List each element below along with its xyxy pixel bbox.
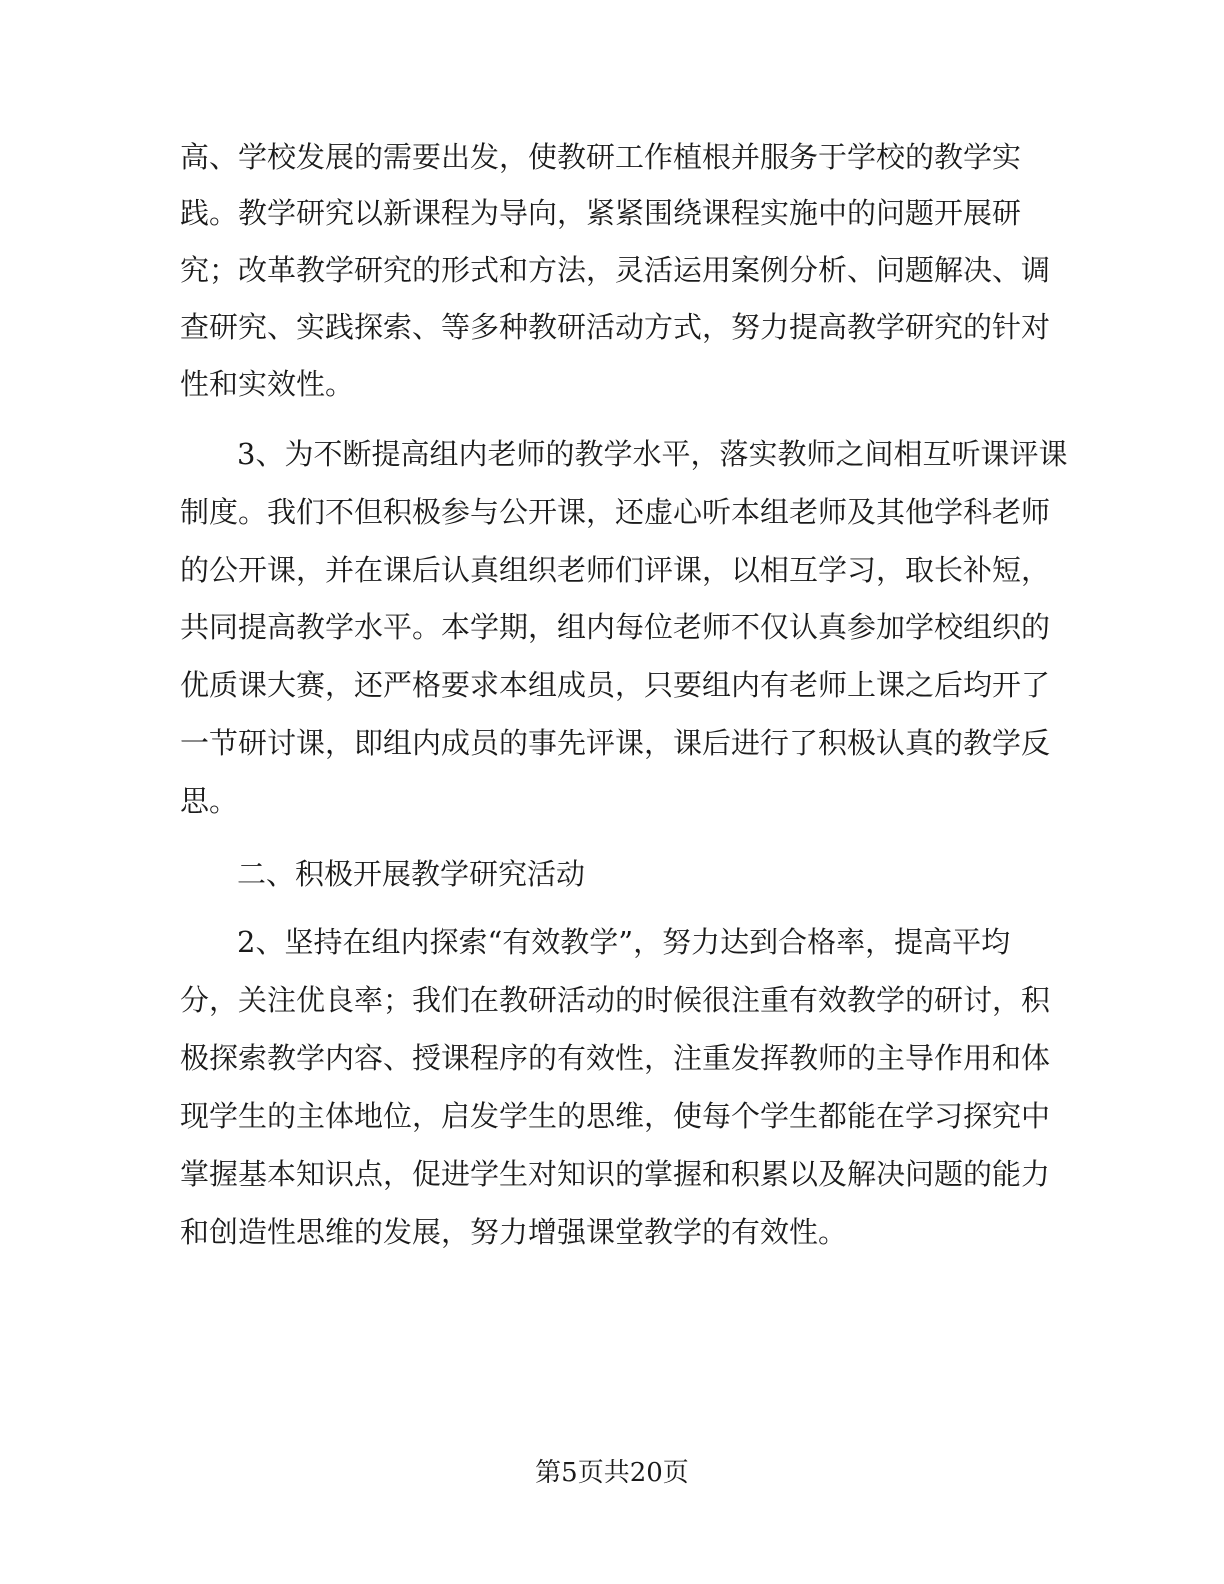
text-line: 和创造性思维的发展，努力增强课堂教学的有效性。 xyxy=(180,1215,848,1249)
text-line: 一节研讨课，即组内成员的事先评课，课后进行了积极认真的教学反 xyxy=(180,726,1051,760)
text-line: 高、学校发展的需要出发，使教研工作植根并服务于学校的教学实 xyxy=(180,140,1022,174)
text-line: 共同提高教学水平。本学期，组内每位老师不仅认真参加学校组织的 xyxy=(180,610,1051,644)
text-line: 优质课大赛，还严格要求本组成员，只要组内有老师上课之后均开了 xyxy=(180,668,1051,702)
text-line: 性和实效性。 xyxy=(180,367,355,401)
section-heading: 二、积极开展教学研究活动 xyxy=(237,857,586,891)
text-line: 查研究、实践探索、等多种教研活动方式，努力提高教学研究的针对 xyxy=(180,310,1051,344)
text-line: 极探索教学内容、授课程序的有效性，注重发挥教师的主导作用和体 xyxy=(180,1041,1051,1075)
text-line: 践。教学研究以新课程为导向，紧紧围绕课程实施中的问题开展研 xyxy=(180,196,1022,230)
text-line: 现学生的主体地位，启发学生的思维，使每个学生都能在学习探究中 xyxy=(180,1099,1051,1133)
text-line: 的公开课，并在课后认真组织老师们评课，以相互学习，取长补短， xyxy=(180,553,1051,587)
text-line: 制度。我们不但积极参与公开课，还虚心听本组老师及其他学科老师 xyxy=(180,495,1051,529)
text-line: 究；改革教学研究的形式和方法，灵活运用案例分析、问题解决、调 xyxy=(180,253,1051,287)
text-line: 思。 xyxy=(180,784,239,818)
page-number-footer: 第5页共20页 xyxy=(535,1458,689,1488)
text-line: 2、坚持在组内探索“有效教学”，努力达到合格率，提高平均 xyxy=(237,925,1011,959)
text-line: 3、为不断提高组内老师的教学水平，落实教师之间相互听课评课 xyxy=(237,437,1068,471)
text-line: 分，关注优良率；我们在教研活动的时候很注重有效教学的研讨，积 xyxy=(180,983,1051,1017)
text-line: 掌握基本知识点，促进学生对知识的掌握和积累以及解决问题的能力 xyxy=(180,1157,1051,1191)
